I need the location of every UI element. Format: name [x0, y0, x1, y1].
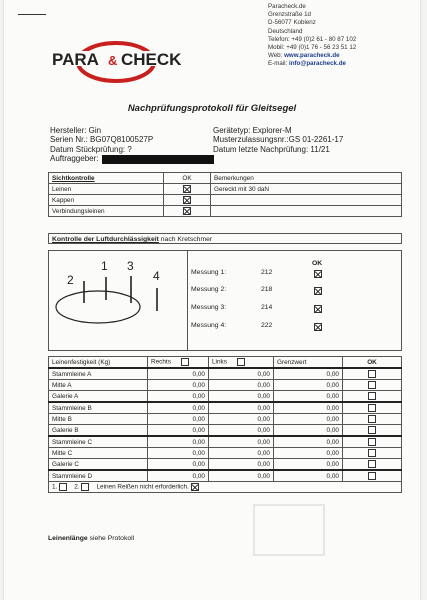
measurement-label: Messung 4:	[191, 322, 227, 329]
checkbox-leinen[interactable]	[183, 185, 191, 193]
ok-checkbox[interactable]	[368, 460, 376, 468]
line-strength-header: Leinenfestigkeit (Kg) Rechts Links Grenzwert OK	[49, 357, 402, 369]
checkbox-no-tear[interactable]	[191, 483, 199, 491]
limit-value: 0,00	[274, 448, 343, 459]
ok-header: OK	[312, 260, 323, 267]
table-row	[49, 470, 402, 482]
point-label: 4	[153, 269, 160, 283]
ok-cell	[343, 380, 402, 391]
measurement-label: Messung 1:	[191, 269, 227, 276]
ok-cell	[343, 391, 402, 403]
right-value: 0,00	[148, 459, 209, 471]
right-value: 0,00	[148, 414, 209, 425]
document-title: Nachprüfungsprotokoll für Gleitsegel	[127, 103, 297, 114]
right-value: 0,00	[148, 448, 209, 459]
ok-cell	[343, 425, 402, 437]
website-link[interactable]: www.paracheck.de	[284, 52, 340, 60]
left-value: 0,00	[209, 459, 274, 471]
ok-cell	[343, 459, 402, 471]
measurement-value: 218	[261, 286, 273, 293]
air-permeability-box	[48, 250, 402, 351]
ok-checkbox[interactable]	[368, 370, 376, 378]
checkbox-messung-2[interactable]	[314, 287, 322, 295]
point-label: 2	[67, 273, 74, 287]
limit-value: 0,00	[274, 470, 343, 482]
left-value: 0,00	[209, 380, 274, 391]
line-length-note: Leinenlänge siehe Protokoll	[48, 535, 135, 542]
ok-checkbox[interactable]	[368, 404, 376, 412]
air-permeability-title: Kontrolle der Luftdurchlässigkeit nach Kretschmer	[48, 233, 402, 244]
table-row	[49, 425, 402, 437]
table-row	[49, 436, 402, 448]
limit-value: 0,00	[274, 402, 343, 414]
right-value: 0,00	[148, 402, 209, 414]
limit-value: 0,00	[274, 425, 343, 437]
left-value: 0,00	[209, 425, 274, 437]
measurement-value: 222	[261, 322, 273, 329]
left-value: 0,00	[209, 470, 274, 482]
line-name: Stammleine C	[49, 436, 148, 448]
ok-checkbox[interactable]	[368, 426, 376, 434]
right-value: 0,00	[148, 368, 209, 380]
point-label: 1	[101, 259, 108, 273]
table-row	[49, 414, 402, 425]
left-value: 0,00	[209, 402, 274, 414]
table-row	[49, 402, 402, 414]
line-name: Stammleine D	[49, 470, 148, 482]
right-value: 0,00	[148, 380, 209, 391]
ok-checkbox[interactable]	[368, 449, 376, 457]
checkbox-messung-3[interactable]	[314, 305, 322, 313]
line-name: Galerie A	[49, 391, 148, 403]
checkbox-verbindungsleinen[interactable]	[183, 207, 191, 215]
limit-value: 0,00	[274, 368, 343, 380]
line-name: Mitte C	[49, 448, 148, 459]
left-value: 0,00	[209, 368, 274, 380]
glider-info-right: Gerätetyp: Explorer-M Musterzulassungsnr.:GS 01-2261-17 Datum letzte Nachprüfung: 11/21	[213, 126, 344, 154]
left-value: 0,00	[209, 414, 274, 425]
ok-checkbox[interactable]	[368, 415, 376, 423]
right-value: 0,00	[148, 436, 209, 448]
ok-checkbox[interactable]	[368, 438, 376, 446]
line-name: Mitte A	[49, 380, 148, 391]
checkbox-messung-1[interactable]	[314, 270, 322, 278]
measurement-label: Messung 2:	[191, 286, 227, 293]
table-row	[49, 459, 402, 471]
table-row	[49, 391, 402, 403]
ok-checkbox[interactable]	[368, 472, 376, 480]
ok-cell	[343, 368, 402, 380]
ok-cell	[343, 436, 402, 448]
table-row	[49, 368, 402, 380]
redacted-client	[102, 155, 214, 164]
visual-check-table: Sichtkontrolle OK Bemerkungen Leinen Gereckt mit 30 daN Kappen Verbindungsleinen	[48, 172, 402, 217]
ok-cell	[343, 470, 402, 482]
line-name: Stammleine B	[49, 402, 148, 414]
right-value: 0,00	[148, 391, 209, 403]
checkbox-links[interactable]	[237, 358, 245, 366]
checkbox-option-2[interactable]	[81, 483, 89, 491]
protocol-page	[4, 0, 420, 600]
ok-cell	[343, 448, 402, 459]
right-value: 0,00	[148, 470, 209, 482]
footer-row: 1. 2. Leinen Reißen nicht erforderlich.	[49, 482, 402, 493]
table-row	[49, 448, 402, 459]
right-value: 0,00	[148, 425, 209, 437]
limit-value: 0,00	[274, 414, 343, 425]
left-value: 0,00	[209, 448, 274, 459]
svg-text:&: &	[108, 53, 118, 68]
left-value: 0,00	[209, 436, 274, 448]
ok-checkbox[interactable]	[368, 381, 376, 389]
checkbox-option-1[interactable]	[59, 483, 67, 491]
line-name: Galerie C	[49, 459, 148, 471]
email-link[interactable]: info@paracheck.de	[289, 60, 346, 68]
line-strength-table	[48, 356, 402, 493]
table-row	[49, 380, 402, 391]
ok-cell	[343, 402, 402, 414]
limit-value: 0,00	[274, 391, 343, 403]
wing-diagram	[49, 251, 188, 350]
checkbox-messung-4[interactable]	[314, 323, 322, 331]
glider-info-left: Hersteller: Gin Serien Nr.: BG07Q8100527P Datum Stückprüfung: ? Auftraggeber:	[50, 126, 214, 164]
company-address: Paracheck.de Grenzstraße 1d D-56077 Koblenz Deutschland Telefon: +49 (0)2 61 - 80 87 102 Mobil: +49 (0)1 76 - 56 23 51 12 Web: www.paracheck.de E-mail: info@paracheck.de	[268, 3, 357, 68]
svg-text:PARA: PARA	[52, 50, 99, 69]
point-label: 3	[127, 259, 134, 273]
pen-mark	[18, 14, 46, 15]
ok-checkbox[interactable]	[368, 392, 376, 400]
line-name: Mitte B	[49, 414, 148, 425]
checkbox-rechts[interactable]	[181, 358, 189, 366]
checkbox-kappen[interactable]	[183, 196, 191, 204]
limit-value: 0,00	[274, 380, 343, 391]
limit-value: 0,00	[274, 459, 343, 471]
measurement-label: Messung 3:	[191, 304, 227, 311]
measurement-value: 214	[261, 304, 273, 311]
faint-stamp	[249, 500, 329, 560]
svg-text:CHECK: CHECK	[121, 50, 182, 69]
measurement-value: 212	[261, 269, 273, 276]
line-name: Galerie B	[49, 425, 148, 437]
paracheck-logo	[46, 35, 186, 85]
left-value: 0,00	[209, 391, 274, 403]
limit-value: 0,00	[274, 436, 343, 448]
line-name: Stammleine A	[49, 368, 148, 380]
ok-cell	[343, 414, 402, 425]
